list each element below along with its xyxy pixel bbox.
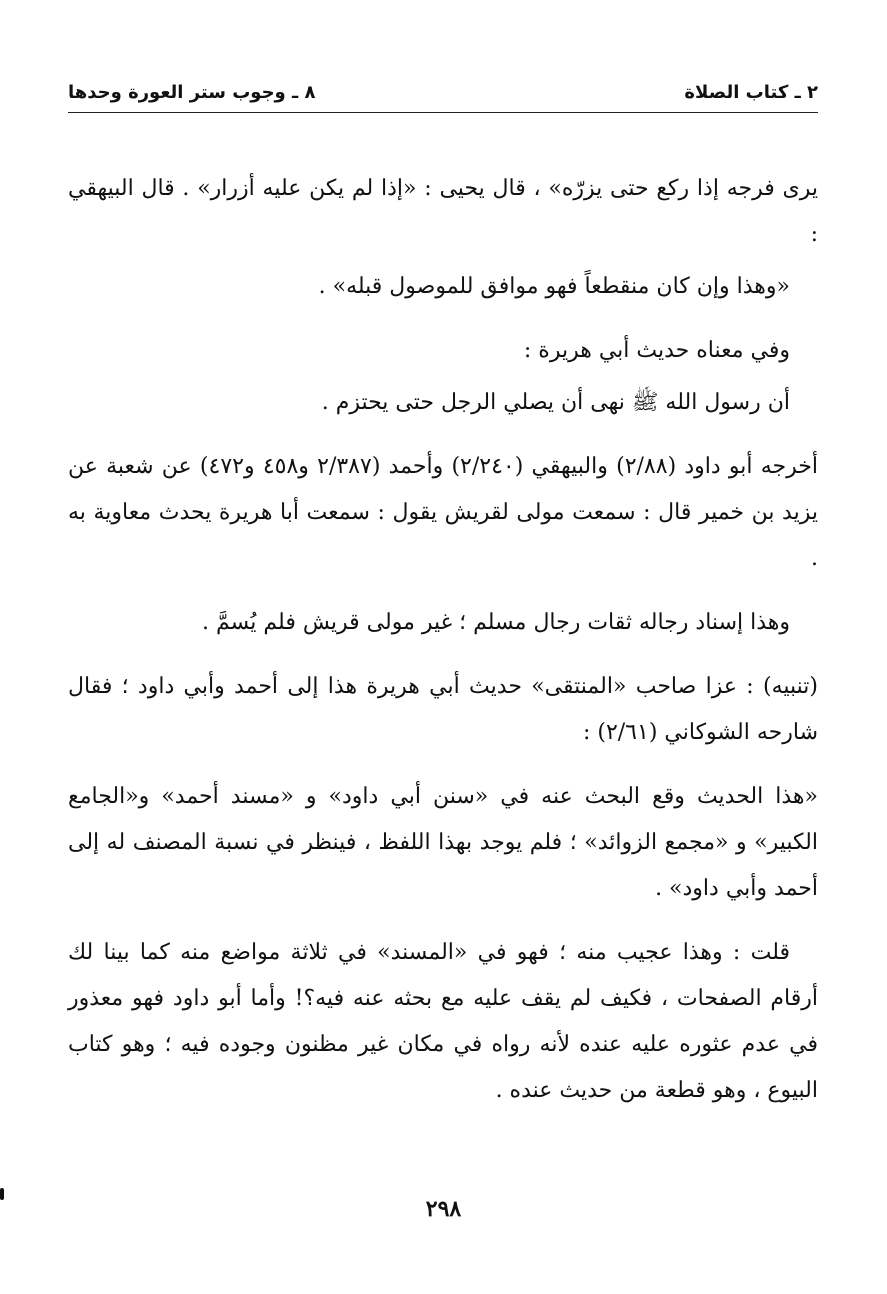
paragraph-continuation: يرى فرجه إذا ركع حتى يزرّه» ، قال يحيى : «إذا لم يكن عليه أزرار» . قال البيهقي : (68, 176, 818, 247)
paragraph-hadith-intro: وفي معناه حديث أبي هريرة : (523, 338, 790, 363)
paragraph-shawkani-quote: «هذا الحديث وقع البحث عنه في «سنن أبي داود» و «مسند أحمد» و«الجامع الكبير» و «مجمع الزوائد» ؛ فلم يوجد بهذا اللفظ ، فينظر في نسبة المصنف له إلى أحمد وأبي داود» . (68, 784, 818, 901)
paragraph-takhrij: أخرجه أبو داود (٢/٨٨) والبيهقي (٢/٢٤٠) وأحمد (٢/٣٨٧ و٤٥٨ و٤٧٢) عن شعبة عن يزيد بن خمير قال : سمعت مولى لقريش يقول : سمعت أبا هريرة يحدث معاوية به . (68, 454, 818, 571)
running-header (68, 74, 818, 110)
paragraph-author-reply: قلت : وهذا عجيب منه ؛ فهو في «المسند» في ثلاثة مواضع منه كما بينا لك أرقام الصفحات ، فكيف لم يقف عليه مع بحثه عنه فيه؟! وأما أبو داود فهو معذور في عدم عثوره عليه عنده لأنه رواه في مكان غير مظنون وجوده فيه ؛ وهو كتاب البيوع ، وهو قطعة من حديث عنده . (68, 940, 818, 1103)
scan-edge-mark (0, 1188, 4, 1200)
paragraph-quote-bayhaqi: «وهذا وإن كان منقطعاً فهو موافق للموصول قبله» . (318, 274, 790, 299)
paragraph-isnad: وهذا إسناد رجاله ثقات رجال مسلم ؛ غير مولى قريش فلم يُسمَّ . (202, 610, 790, 635)
page-body (68, 166, 818, 1132)
page-number: ٢٩٨ (425, 1196, 462, 1222)
header-divider (68, 112, 818, 113)
paragraph-hadith-text: أن رسول الله ﷺ نهى أن يصلي الرجل حتى يحتزم . (321, 390, 790, 415)
header-section: ٨ ـ وجوب ستر العورة وحدها (68, 81, 316, 103)
header-chapter: ٢ ـ كتاب الصلاة (684, 81, 818, 103)
paragraph-note: (تنبيه) : عزا صاحب «المنتقى» حديث أبي هريرة هذا إلى أحمد وأبي داود ؛ فقال شارحه الشوكاني (٢/٦١) : (68, 674, 818, 745)
